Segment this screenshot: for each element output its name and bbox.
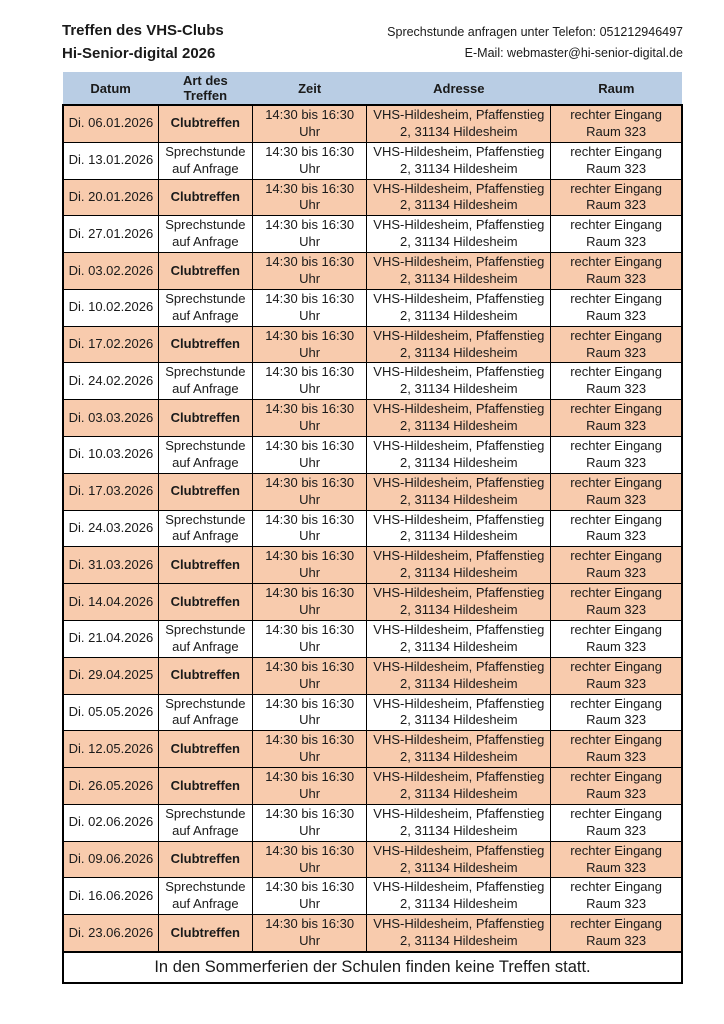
table-row: [63, 179, 682, 216]
cell-datum: Di. 29.04.2025: [63, 657, 158, 694]
cell-zeit: 14:30 bis 16:30 Uhr: [252, 105, 367, 142]
cell-raum: rechter Eingang Raum 323: [551, 253, 682, 290]
contact-info: [387, 20, 683, 63]
cell-raum: rechter Eingang Raum 323: [551, 289, 682, 326]
table-row: [63, 768, 682, 805]
cell-zeit: 14:30 bis 16:30 Uhr: [252, 400, 367, 437]
cell-raum: rechter Eingang Raum 323: [551, 547, 682, 584]
cell-datum: Di. 02.06.2026: [63, 804, 158, 841]
cell-datum: Di. 24.03.2026: [63, 510, 158, 547]
table-row: [63, 915, 682, 952]
table-row: [63, 694, 682, 731]
table-row: [63, 400, 682, 437]
cell-adresse: VHS-Hildesheim, Pfaffenstieg 2, 31134 Hildesheim: [367, 142, 551, 179]
cell-datum: Di. 06.01.2026: [63, 105, 158, 142]
cell-art: Sprechstunde auf Anfrage: [158, 142, 252, 179]
table-row: [63, 105, 682, 142]
cell-raum: rechter Eingang Raum 323: [551, 768, 682, 805]
cell-raum: rechter Eingang Raum 323: [551, 620, 682, 657]
cell-adresse: VHS-Hildesheim, Pfaffenstieg 2, 31134 Hildesheim: [367, 878, 551, 915]
page-title-line2: Hi-Senior-digital 2026: [62, 44, 216, 62]
cell-datum: Di. 05.05.2026: [63, 694, 158, 731]
summer-note: In den Sommerferien der Schulen finden keine Treffen statt.: [63, 952, 682, 983]
cell-datum: Di. 21.04.2026: [63, 620, 158, 657]
column-header-raum: Raum: [551, 72, 682, 105]
cell-zeit: 14:30 bis 16:30 Uhr: [252, 804, 367, 841]
cell-art: Sprechstunde auf Anfrage: [158, 878, 252, 915]
cell-adresse: VHS-Hildesheim, Pfaffenstieg 2, 31134 Hildesheim: [367, 326, 551, 363]
cell-raum: rechter Eingang Raum 323: [551, 216, 682, 253]
cell-zeit: 14:30 bis 16:30 Uhr: [252, 547, 367, 584]
cell-raum: rechter Eingang Raum 323: [551, 473, 682, 510]
table-row: [63, 437, 682, 474]
table-row: [63, 510, 682, 547]
cell-art: Sprechstunde auf Anfrage: [158, 363, 252, 400]
cell-raum: rechter Eingang Raum 323: [551, 731, 682, 768]
cell-zeit: 14:30 bis 16:30 Uhr: [252, 841, 367, 878]
page-title-line1: Treffen des VHS-Clubs: [62, 22, 224, 39]
cell-datum: Di. 03.03.2026: [63, 400, 158, 437]
cell-art: Sprechstunde auf Anfrage: [158, 437, 252, 474]
cell-raum: rechter Eingang Raum 323: [551, 510, 682, 547]
schedule-table: [62, 72, 683, 984]
cell-zeit: 14:30 bis 16:30 Uhr: [252, 584, 367, 621]
cell-raum: rechter Eingang Raum 323: [551, 437, 682, 474]
cell-adresse: VHS-Hildesheim, Pfaffenstieg 2, 31134 Hildesheim: [367, 400, 551, 437]
table-row: [63, 731, 682, 768]
cell-datum: Di. 03.02.2026: [63, 253, 158, 290]
column-header-datum: Datum: [63, 72, 158, 105]
cell-raum: rechter Eingang Raum 323: [551, 878, 682, 915]
cell-art: Clubtreffen: [158, 547, 252, 584]
cell-zeit: 14:30 bis 16:30 Uhr: [252, 694, 367, 731]
cell-datum: Di. 13.01.2026: [63, 142, 158, 179]
cell-adresse: VHS-Hildesheim, Pfaffenstieg 2, 31134 Hildesheim: [367, 657, 551, 694]
cell-raum: rechter Eingang Raum 323: [551, 841, 682, 878]
cell-zeit: 14:30 bis 16:30 Uhr: [252, 620, 367, 657]
cell-datum: Di. 16.06.2026: [63, 878, 158, 915]
cell-adresse: VHS-Hildesheim, Pfaffenstieg 2, 31134 Hildesheim: [367, 620, 551, 657]
cell-zeit: 14:30 bis 16:30 Uhr: [252, 142, 367, 179]
contact-email: E-Mail: webmaster@hi-senior-digital.de: [464, 45, 683, 60]
table-row: [63, 142, 682, 179]
table-row: [63, 547, 682, 584]
cell-art: Clubtreffen: [158, 841, 252, 878]
schedule-table-body: [63, 105, 682, 952]
table-row: [63, 804, 682, 841]
cell-adresse: VHS-Hildesheim, Pfaffenstieg 2, 31134 Hildesheim: [367, 289, 551, 326]
cell-adresse: VHS-Hildesheim, Pfaffenstieg 2, 31134 Hildesheim: [367, 437, 551, 474]
column-header-art: Art des Treffen: [158, 72, 252, 105]
cell-zeit: 14:30 bis 16:30 Uhr: [252, 289, 367, 326]
cell-art: Clubtreffen: [158, 253, 252, 290]
cell-datum: Di. 27.01.2026: [63, 216, 158, 253]
cell-art: Sprechstunde auf Anfrage: [158, 620, 252, 657]
cell-adresse: VHS-Hildesheim, Pfaffenstieg 2, 31134 Hildesheim: [367, 473, 551, 510]
summer-note-row: [63, 952, 682, 983]
table-row: [63, 216, 682, 253]
column-header-adresse: Adresse: [367, 72, 551, 105]
cell-adresse: VHS-Hildesheim, Pfaffenstieg 2, 31134 Hildesheim: [367, 216, 551, 253]
cell-adresse: VHS-Hildesheim, Pfaffenstieg 2, 31134 Hildesheim: [367, 547, 551, 584]
cell-art: Clubtreffen: [158, 915, 252, 952]
cell-zeit: 14:30 bis 16:30 Uhr: [252, 179, 367, 216]
cell-adresse: VHS-Hildesheim, Pfaffenstieg 2, 31134 Hildesheim: [367, 915, 551, 952]
cell-adresse: VHS-Hildesheim, Pfaffenstieg 2, 31134 Hildesheim: [367, 768, 551, 805]
cell-adresse: VHS-Hildesheim, Pfaffenstieg 2, 31134 Hildesheim: [367, 363, 551, 400]
table-row: [63, 253, 682, 290]
cell-zeit: 14:30 bis 16:30 Uhr: [252, 473, 367, 510]
table-row: [63, 326, 682, 363]
cell-art: Clubtreffen: [158, 657, 252, 694]
cell-raum: rechter Eingang Raum 323: [551, 804, 682, 841]
cell-art: Clubtreffen: [158, 473, 252, 510]
table-row: [63, 657, 682, 694]
cell-adresse: VHS-Hildesheim, Pfaffenstieg 2, 31134 Hildesheim: [367, 179, 551, 216]
table-row: [63, 473, 682, 510]
cell-datum: Di. 31.03.2026: [63, 547, 158, 584]
table-row: [63, 363, 682, 400]
cell-datum: Di. 17.03.2026: [63, 473, 158, 510]
cell-art: Sprechstunde auf Anfrage: [158, 804, 252, 841]
table-row: [63, 584, 682, 621]
page-header: [62, 20, 683, 65]
cell-adresse: VHS-Hildesheim, Pfaffenstieg 2, 31134 Hildesheim: [367, 731, 551, 768]
cell-art: Sprechstunde auf Anfrage: [158, 694, 252, 731]
cell-art: Sprechstunde auf Anfrage: [158, 216, 252, 253]
contact-phone: Sprechstunde anfragen unter Telefon: 051212946497: [387, 25, 683, 39]
cell-datum: Di. 10.02.2026: [63, 289, 158, 326]
cell-raum: rechter Eingang Raum 323: [551, 584, 682, 621]
cell-art: Sprechstunde auf Anfrage: [158, 510, 252, 547]
cell-datum: Di. 24.02.2026: [63, 363, 158, 400]
table-row: [63, 289, 682, 326]
cell-adresse: VHS-Hildesheim, Pfaffenstieg 2, 31134 Hildesheim: [367, 105, 551, 142]
cell-raum: rechter Eingang Raum 323: [551, 105, 682, 142]
cell-zeit: 14:30 bis 16:30 Uhr: [252, 657, 367, 694]
cell-zeit: 14:30 bis 16:30 Uhr: [252, 437, 367, 474]
cell-zeit: 14:30 bis 16:30 Uhr: [252, 878, 367, 915]
table-header-row: [63, 72, 682, 105]
table-row: [63, 841, 682, 878]
cell-adresse: VHS-Hildesheim, Pfaffenstieg 2, 31134 Hildesheim: [367, 804, 551, 841]
cell-raum: rechter Eingang Raum 323: [551, 915, 682, 952]
column-header-zeit: Zeit: [252, 72, 367, 105]
cell-datum: Di. 23.06.2026: [63, 915, 158, 952]
cell-zeit: 14:30 bis 16:30 Uhr: [252, 253, 367, 290]
cell-raum: rechter Eingang Raum 323: [551, 694, 682, 731]
table-row: [63, 620, 682, 657]
cell-zeit: 14:30 bis 16:30 Uhr: [252, 326, 367, 363]
cell-datum: Di. 12.05.2026: [63, 731, 158, 768]
cell-zeit: 14:30 bis 16:30 Uhr: [252, 510, 367, 547]
cell-zeit: 14:30 bis 16:30 Uhr: [252, 768, 367, 805]
cell-adresse: VHS-Hildesheim, Pfaffenstieg 2, 31134 Hildesheim: [367, 841, 551, 878]
cell-raum: rechter Eingang Raum 323: [551, 179, 682, 216]
cell-datum: Di. 10.03.2026: [63, 437, 158, 474]
cell-datum: Di. 17.02.2026: [63, 326, 158, 363]
cell-zeit: 14:30 bis 16:30 Uhr: [252, 363, 367, 400]
cell-datum: Di. 20.01.2026: [63, 179, 158, 216]
cell-art: Clubtreffen: [158, 731, 252, 768]
cell-art: Clubtreffen: [158, 179, 252, 216]
cell-zeit: 14:30 bis 16:30 Uhr: [252, 915, 367, 952]
page-title: [62, 20, 224, 65]
cell-datum: Di. 09.06.2026: [63, 841, 158, 878]
cell-zeit: 14:30 bis 16:30 Uhr: [252, 731, 367, 768]
cell-art: Clubtreffen: [158, 768, 252, 805]
cell-art: Clubtreffen: [158, 326, 252, 363]
table-row: [63, 878, 682, 915]
cell-adresse: VHS-Hildesheim, Pfaffenstieg 2, 31134 Hildesheim: [367, 253, 551, 290]
cell-raum: rechter Eingang Raum 323: [551, 142, 682, 179]
cell-datum: Di. 26.05.2026: [63, 768, 158, 805]
cell-raum: rechter Eingang Raum 323: [551, 657, 682, 694]
cell-zeit: 14:30 bis 16:30 Uhr: [252, 216, 367, 253]
cell-raum: rechter Eingang Raum 323: [551, 326, 682, 363]
cell-raum: rechter Eingang Raum 323: [551, 400, 682, 437]
cell-art: Clubtreffen: [158, 400, 252, 437]
table-footer: [63, 952, 682, 983]
cell-art: Sprechstunde auf Anfrage: [158, 289, 252, 326]
cell-datum: Di. 14.04.2026: [63, 584, 158, 621]
cell-adresse: VHS-Hildesheim, Pfaffenstieg 2, 31134 Hildesheim: [367, 584, 551, 621]
cell-art: Clubtreffen: [158, 584, 252, 621]
cell-raum: rechter Eingang Raum 323: [551, 363, 682, 400]
cell-adresse: VHS-Hildesheim, Pfaffenstieg 2, 31134 Hildesheim: [367, 694, 551, 731]
cell-adresse: VHS-Hildesheim, Pfaffenstieg 2, 31134 Hildesheim: [367, 510, 551, 547]
cell-art: Clubtreffen: [158, 105, 252, 142]
